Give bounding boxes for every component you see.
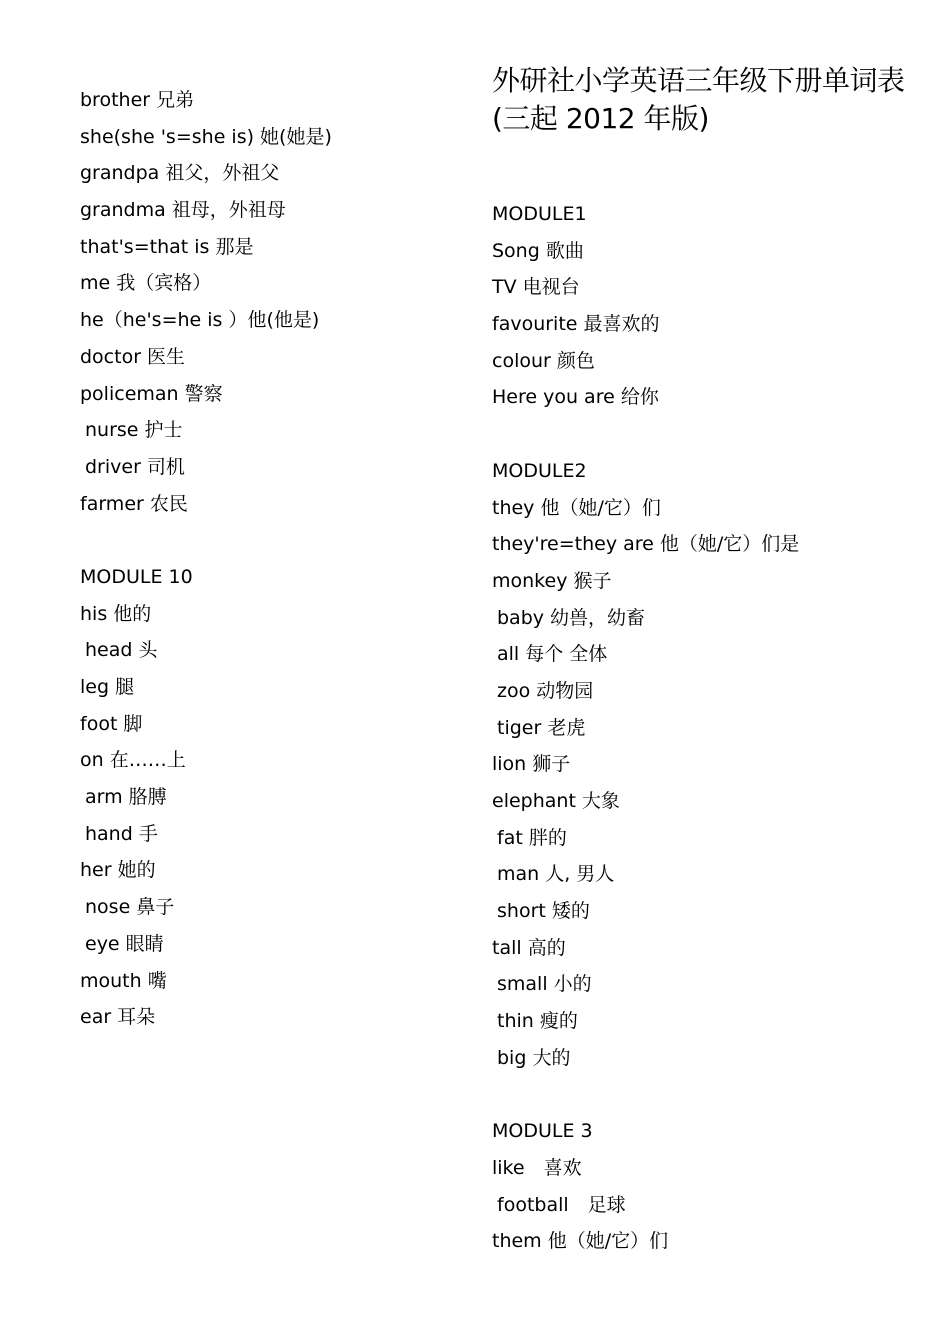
- vocab-line: on 在……上: [80, 749, 186, 772]
- vocab-line: leg 腿: [80, 676, 135, 698]
- section-gap: [492, 1077, 912, 1114]
- vocab-line: them 他（她/它）们: [492, 1230, 669, 1253]
- page-title: 外研社小学英语三年级下册单词表(三起 2012 年版): [492, 64, 905, 135]
- vocab-line: fat 胖的: [497, 826, 567, 849]
- vocab-line: policeman 警察: [80, 382, 223, 405]
- left-column: [80, 82, 460, 1036]
- vocab-line: head 头: [85, 639, 158, 662]
- vocab-line: ear 耳朵: [80, 1006, 156, 1029]
- module-heading: MODULE 3: [492, 1120, 593, 1143]
- vocab-line: they 他（她/它）们: [492, 496, 661, 519]
- vocab-line: favourite 最喜欢的: [492, 313, 660, 336]
- vocab-line: baby 幼兽，幼畜: [497, 606, 646, 629]
- vocab-line: grandma 祖母，外祖母: [80, 199, 286, 222]
- vocab-line: foot 脚: [80, 712, 143, 735]
- module-heading: MODULE2: [492, 459, 587, 482]
- vocab-line: man 人, 男人: [497, 863, 615, 886]
- vocab-line: Here you are 给你: [492, 386, 659, 409]
- vocab-line: his 他的: [80, 602, 152, 625]
- vocab-line: arm 胳膊: [85, 786, 167, 809]
- vocab-line: nurse 护士: [85, 419, 183, 442]
- vocab-line: he（he's=he is ）他(他是): [80, 309, 320, 332]
- vocab-line: colour 颜色: [492, 349, 595, 372]
- vocab-line: like 喜欢: [492, 1156, 582, 1179]
- vocab-line: elephant 大象: [492, 790, 620, 812]
- vocab-line: that's=that is 那是: [80, 235, 254, 258]
- vocab-line: short 矮的: [497, 900, 590, 923]
- vocab-line: tall 高的: [492, 936, 566, 959]
- vocab-line: eye 眼睛: [85, 932, 164, 955]
- module-heading: MODULE1: [492, 203, 587, 225]
- vocab-line: all 每个 全体: [497, 643, 608, 666]
- vocab-line: small 小的: [497, 973, 592, 996]
- vocab-line: me 我（宾格）: [80, 272, 212, 295]
- vocab-line: Song 歌曲: [492, 239, 584, 262]
- vocab-line: grandpa 祖父，外祖父: [80, 162, 280, 185]
- vocab-line: they're=they are 他（她/它）们是: [492, 533, 800, 556]
- vocab-line: hand 手: [85, 822, 158, 845]
- vocab-line: thin 瘦的: [497, 1010, 578, 1033]
- vocab-line: football 足球: [497, 1193, 626, 1216]
- vocab-line: monkey 猴子: [492, 569, 612, 592]
- vocab-line: doctor 医生: [80, 345, 186, 368]
- vocab-line: lion 狮子: [492, 753, 571, 776]
- vocab-line: farmer 农民: [80, 492, 188, 515]
- right-column: [492, 62, 912, 1260]
- section-gap: [80, 522, 460, 559]
- vocab-line: nose 鼻子: [85, 896, 175, 919]
- vocab-line: TV 电视台: [492, 276, 580, 299]
- vocab-line: driver 司机: [85, 455, 185, 478]
- vocab-line: big 大的: [497, 1046, 571, 1069]
- vocab-line: zoo 动物园: [497, 679, 594, 702]
- module-heading: MODULE 10: [80, 565, 193, 588]
- vocab-line: tiger 老虎: [497, 716, 586, 739]
- vocab-line: her 她的: [80, 859, 156, 882]
- vocab-line: she(she 's=she is) 她(她是): [80, 125, 332, 148]
- vocab-line: brother 兄弟: [80, 89, 195, 111]
- vocab-line: mouth 嘴: [80, 969, 167, 992]
- section-gap: [492, 416, 912, 453]
